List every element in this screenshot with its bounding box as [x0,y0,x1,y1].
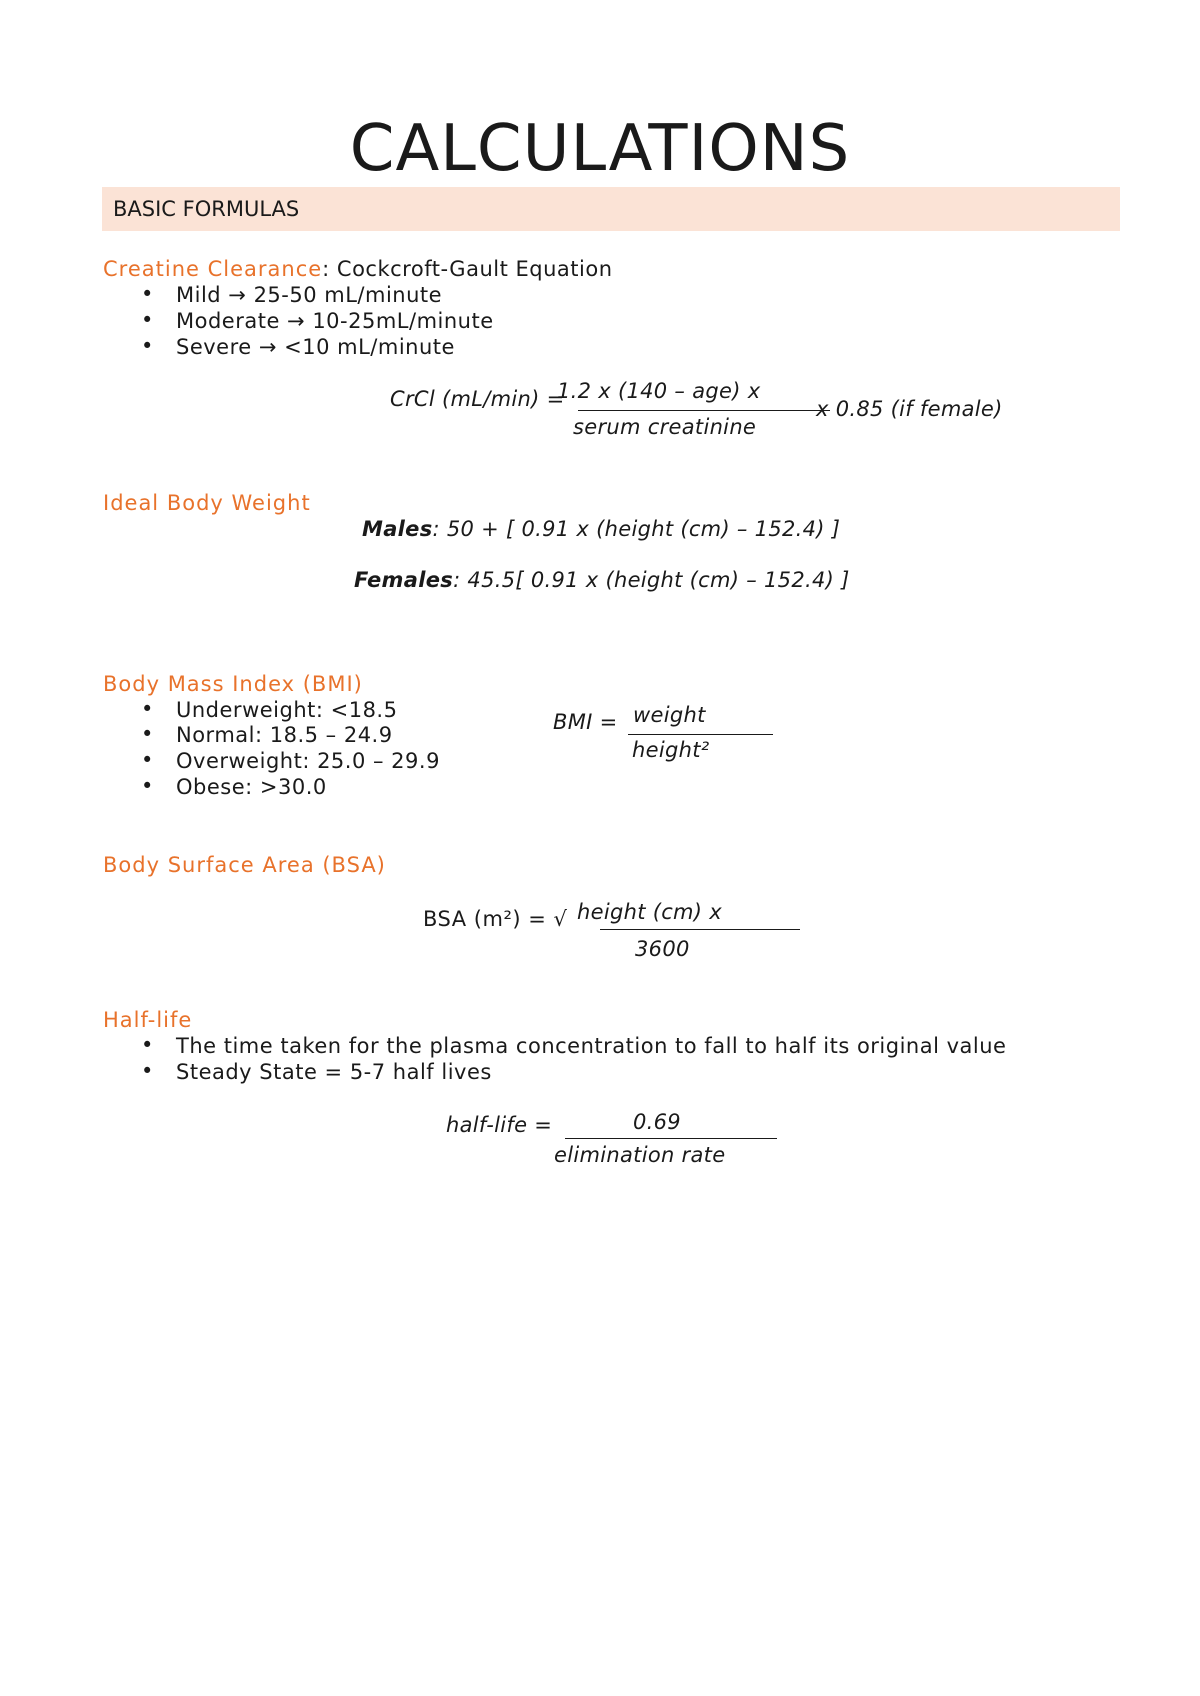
bullet-icon: • [141,748,154,772]
crcl-denominator: serum creatinine [573,415,757,439]
bullet-icon: • [141,308,154,332]
ibw-females-label: Females [354,568,454,592]
list-item: • The time taken for the plasma concentration to fall to half its original value [141,1033,1007,1058]
ibw-males-formula: : 50 + [ 0.91 x (height (cm) – 152.4) ] [432,517,841,541]
list-item: • Mild → 25-50 mL/minute [141,282,443,307]
bullet-icon: • [141,1033,154,1057]
creatinine-heading-line [103,257,613,281]
halflife-denominator: elimination rate [554,1143,726,1167]
crcl-fraction-bar [578,410,830,411]
ibw-females [354,568,850,592]
bsa-numerator: height (cm) x [577,900,723,924]
creatinine-heading-suffix: : Cockcroft-Gault Equation [322,257,613,281]
page-title: CALCULATIONS [349,112,851,186]
bullet-icon: • [141,334,154,358]
bullet-icon: • [141,774,154,798]
list-item: • Overweight: 25.0 – 29.9 [141,748,440,773]
halflife-formula-lhs: half-life = [446,1113,553,1137]
crcl-formula-lhs: CrCl (mL/min) = [390,387,565,411]
bmi-denominator: height² [632,738,710,762]
ibw-females-formula: : 45.5[ 0.91 x (height (cm) – 152.4) ] [453,568,850,592]
list-item: • Underweight: <18.5 [141,697,398,722]
crcl-numerator: 1.2 x (140 – age) x [557,379,761,403]
bsa-formula-lhs: BSA (m²) = √ [423,907,568,931]
bsa-denominator: 3600 [635,937,690,961]
crcl-factor: x 0.85 (if female) [816,397,1003,421]
bsa-fraction-bar [600,929,800,930]
bullet-icon: • [141,697,154,721]
ibw-males-label: Males [362,517,433,541]
list-item: • Obese: >30.0 [141,774,327,799]
ibw-heading: Ideal Body Weight [103,491,311,515]
list-item: • Normal: 18.5 – 24.9 [141,722,393,747]
bmi-formula-lhs: BMI = [553,710,618,734]
halflife-heading: Half-life [103,1008,193,1032]
ibw-males [362,517,840,541]
bsa-heading: Body Surface Area (BSA) [103,853,386,877]
halflife-fraction-bar [565,1138,777,1139]
list-item: • Severe → <10 mL/minute [141,334,455,359]
bmi-numerator: weight [633,703,706,727]
halflife-numerator: 0.69 [633,1110,681,1134]
bmi-fraction-bar [628,734,773,735]
list-item: • Steady State = 5-7 half lives [141,1059,492,1084]
bmi-heading: Body Mass Index (BMI) [103,672,363,696]
bullet-icon: • [141,282,154,306]
creatinine-heading: Creatine Clearance [103,257,323,281]
bullet-icon: • [141,722,154,746]
section-band-label: BASIC FORMULAS [113,197,300,221]
list-item: • Moderate → 10-25mL/minute [141,308,494,333]
bullet-icon: • [141,1059,154,1083]
